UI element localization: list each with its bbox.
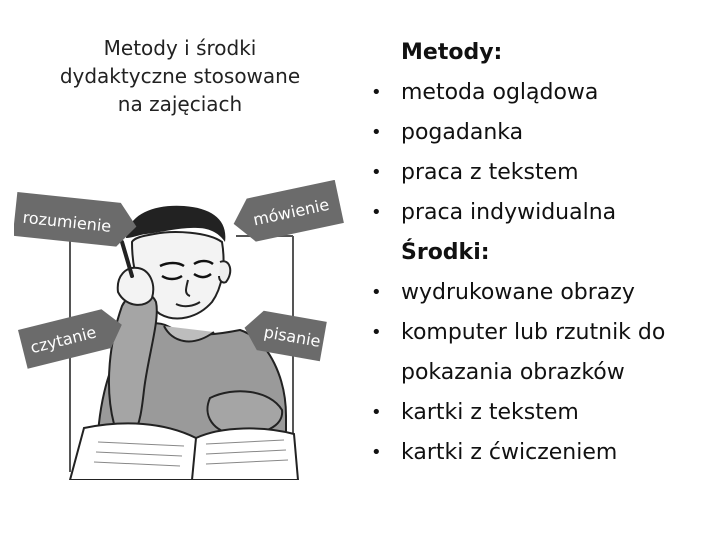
method-label: metoda oglądowa — [401, 80, 599, 105]
method-item — [368, 193, 713, 233]
bullet: • — [371, 122, 382, 143]
means-label: komputer lub rzutnik do — [401, 320, 666, 345]
means-label: kartki z tekstem — [401, 400, 579, 425]
student-reading-illustration — [14, 180, 344, 480]
method-label: praca z tekstem — [401, 160, 579, 185]
method-label: pogadanka — [401, 120, 524, 145]
bullet: • — [371, 402, 382, 423]
arrow-label-pisanie: pisanie — [262, 322, 323, 351]
means-item — [368, 273, 713, 313]
means-label: kartki z ćwiczeniem — [401, 440, 618, 465]
slide-title — [30, 34, 330, 118]
means-label: wydrukowane obrazy — [401, 280, 635, 305]
method-item — [368, 73, 713, 113]
method-item — [368, 113, 713, 153]
methods-heading: Metody: — [401, 40, 503, 65]
means-item-continuation: pokazania obrazków — [401, 360, 625, 385]
arrow-rozumienie — [14, 192, 139, 249]
title-line-3: na zajęciach — [117, 92, 243, 116]
title-line-2: dydaktyczne stosowane — [59, 64, 301, 88]
bullet: • — [371, 322, 382, 343]
title-line-1: Metody i środki — [103, 36, 257, 60]
means-heading: Środki: — [401, 240, 490, 265]
bullet: • — [371, 282, 382, 303]
methods-and-means-list — [368, 33, 713, 473]
method-item — [368, 153, 713, 193]
arrow-label-mowienie: mówienie — [251, 194, 331, 230]
bullet: • — [371, 442, 382, 463]
means-item — [368, 313, 713, 353]
bullet: • — [371, 162, 382, 183]
means-item — [368, 433, 713, 473]
bullet: • — [371, 202, 382, 223]
method-label: praca indywidualna — [401, 200, 617, 225]
bullet: • — [371, 82, 382, 103]
arrow-label-czytanie: czytanie — [28, 322, 99, 358]
means-item — [368, 393, 713, 433]
arrow-label-rozumienie: rozumienie — [21, 207, 113, 236]
